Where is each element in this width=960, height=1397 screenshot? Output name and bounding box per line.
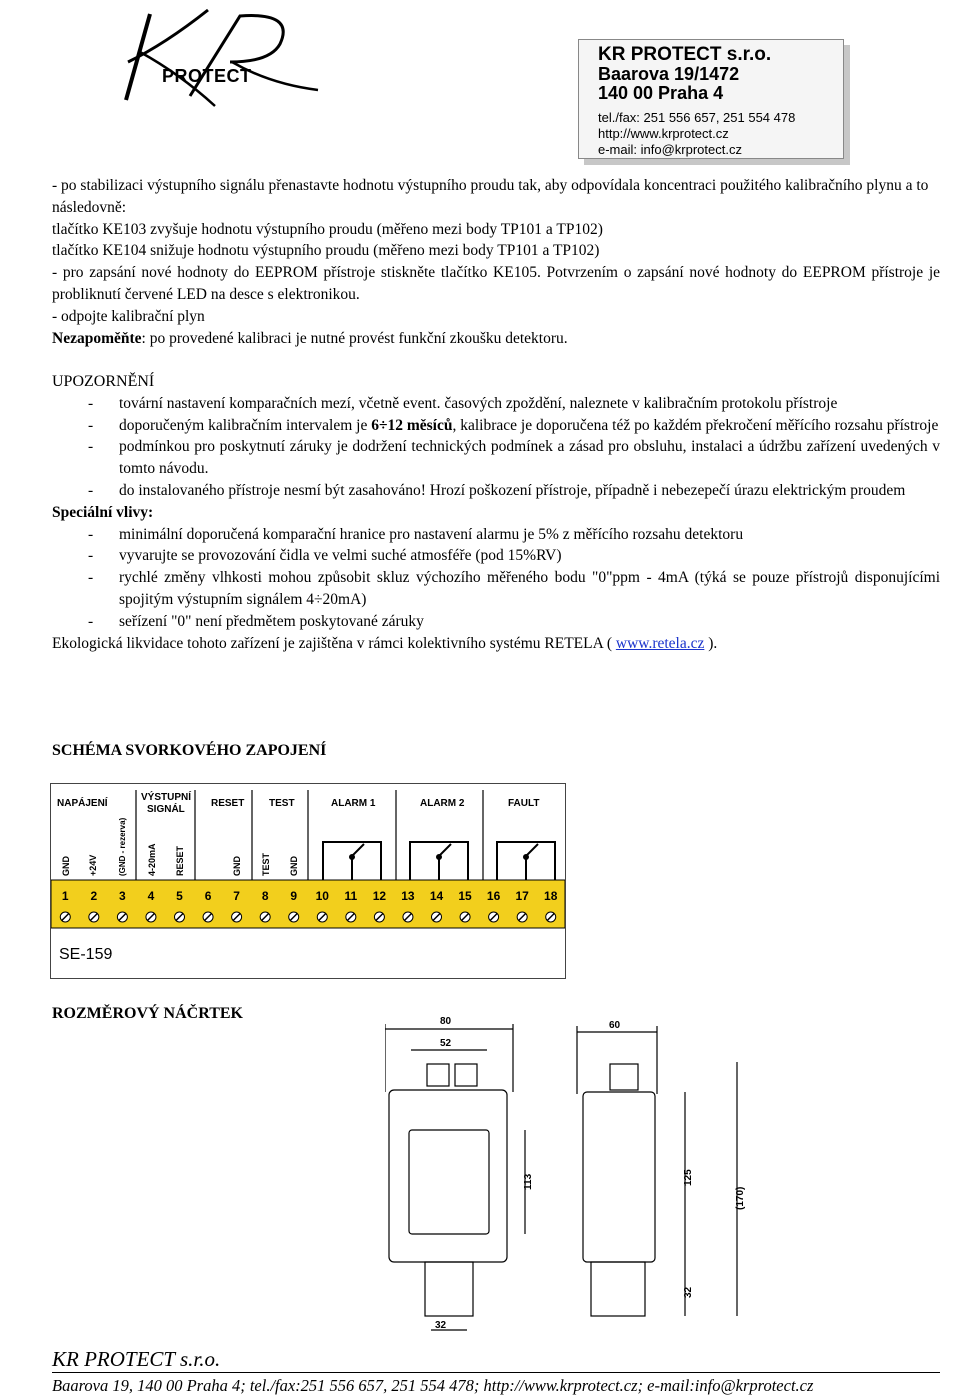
list-item-text: seřízení "0" není předmětem poskytované záruky — [119, 612, 424, 630]
retela-link[interactable]: www.retela.cz — [615, 634, 705, 652]
terminal-number: 6 — [204, 889, 212, 903]
group-label: SIGNÁL — [147, 804, 185, 815]
svg-text:GND: GND — [232, 856, 242, 876]
list-item-text: minimální doporučená komparační hranice pro nastavení alarmu je 5% z měřícího rozsahu detektoru — [119, 525, 744, 543]
dim-front-height: 113 — [523, 1173, 534, 1190]
warnings-section — [52, 371, 940, 654]
company-email: e-mail: info@krprotect.cz — [598, 142, 742, 157]
company-contact-box — [578, 39, 844, 159]
terminal-number: 13 — [401, 889, 415, 903]
footer-divider — [52, 1372, 940, 1373]
group-label: NAPÁJENÍ — [57, 798, 108, 809]
terminal-number: 4 — [147, 889, 155, 903]
dimension-drawing — [385, 1012, 765, 1344]
special-title: Speciální vlivy: — [52, 503, 154, 521]
company-name: KR PROTECT s.r.o. — [598, 44, 772, 65]
svg-text:+24V: +24V — [88, 854, 98, 876]
list-item-text: tovární nastavení komparačních mezí, včetně event. časových zpoždění, naleznete v kalibračním protokolu přístroje — [119, 394, 838, 412]
terminal-number: 5 — [176, 889, 183, 903]
terminal-number: 7 — [233, 889, 240, 903]
svg-text:RESET: RESET — [175, 845, 185, 876]
list-item-text: vyvarujte se provozování čidla ve velmi suché atmosféře (pod 15%RV) — [119, 547, 562, 565]
dim-side-height-bottom: 32 — [683, 1286, 694, 1298]
calibration-step: - pro zapsání nové hodnoty do EEPROM přístroje stiskněte tlačítko KE105. Potvrzením o zapsání nové hodnoty do EEPROM přístroje je probliknutí červené LED na desce s elektronikou. — [52, 264, 940, 303]
dim-side-height-body: 125 — [683, 1169, 694, 1186]
wiring-diagram — [50, 783, 566, 979]
calibration-warning — [52, 328, 940, 350]
list-item: - minimální doporučená komparační hranice pro nastavení alarmu je 5% z měřícího rozsahu detektoru — [52, 524, 940, 546]
svg-text:(GND - rezerva): (GND - rezerva) — [118, 817, 127, 876]
warning-label: Nezapoměňte — [52, 329, 142, 347]
dim-front-diameter: 32 — [435, 1320, 447, 1331]
warnings-title: UPOZORNĚNÍ — [52, 373, 155, 390]
model-label: SE-159 — [59, 946, 113, 963]
terminal-number: 14 — [429, 889, 444, 903]
kr-logo-icon — [120, 4, 340, 114]
footer-address: Baarova 19, 140 00 Praha 4; tel./fax:251 556 657, 251 554 478; http://www.krprotect.cz; e-mail:info@krprotect.cz — [52, 1376, 814, 1395]
list-item: - do instalovaného přístroje nesmí být zasahováno! Hrozí poškození přístroje, případně i nebezepečí úrazu elektrickým proudem — [52, 480, 940, 502]
list-item-text: rychlé změny vlhkosti mohou způsobit skluz výchozího měřeného bodu "0"ppm - 4mA (týká se pouze přístrojů disponujícími spojitým výstupním signálem 4÷20mA) — [119, 569, 940, 608]
logo-word: PROTECT — [162, 66, 252, 86]
dim-side-width: 60 — [609, 1020, 621, 1031]
calibration-section — [52, 175, 940, 349]
terminal-number: 1 — [61, 889, 69, 903]
dim-side-height-total: (170) — [735, 1186, 746, 1210]
group-label: RESET — [211, 798, 245, 809]
list-item: - rychlé změny vlhkosti mohou způsobit skluz výchozího měřeného bodu "0"ppm - 4mA (týká se pouze přístrojů disponujícími spojitým výstupním signálem 4÷20mA) — [52, 567, 940, 611]
terminal-number: 11 — [344, 889, 358, 903]
company-phone: tel./fax: 251 556 657, 251 554 478 — [598, 110, 796, 125]
dim-front-width-inner: 52 — [440, 1038, 452, 1049]
company-logo — [120, 4, 340, 114]
terminal-number: 10 — [315, 889, 329, 903]
terminal-number: 3 — [119, 889, 126, 903]
group-label: VÝSTUPNÍ — [141, 792, 192, 803]
footer-company-name: KR PROTECT s.r.o. — [52, 1347, 221, 1371]
calibration-step: - odpojte kalibrační plyn — [52, 307, 205, 325]
list-item-text: do instalovaného přístroje nesmí být zasahováno! Hrozí poškození přístroje, případně i nebezepečí úrazu elektrickým proudem — [119, 481, 906, 499]
svg-text:4-20mA: 4-20mA — [147, 843, 157, 876]
terminal-number: 8 — [261, 889, 269, 903]
group-label: ALARM 1 — [331, 798, 376, 809]
terminal-number: 2 — [90, 889, 98, 903]
calibration-step: tlačítko KE103 zvyšuje hodnotu výstupního proudu (měřeno mezi body TP101 a TP102) — [52, 220, 603, 238]
company-city: 140 00 Praha 4 — [598, 83, 724, 103]
wiring-title: SCHÉMA SVORKOVÉHO ZAPOJENÍ — [52, 742, 327, 759]
list-item: - vyvarujte se provozování čidla ve velmi suché atmosféře (pod 15%RV) — [52, 545, 940, 567]
terminal-number: 12 — [372, 889, 387, 903]
calibration-step: - po stabilizaci výstupního signálu přenastavte hodnotu výstupního proudu tak, aby odpovídala koncentraci použitého kalibračního plynu a to následovně: — [52, 177, 929, 216]
company-web: http://www.krprotect.cz — [598, 126, 729, 141]
list-item: - podmínkou pro poskytnutí záruky je dodržení technických podmínek a zásad pro obsluhu, instalaci a údržbu zařízení uvedených v tomto návodu. — [52, 436, 940, 480]
list-item-text: podmínkou pro poskytnutí záruky je dodržení technických podmínek a zásad pro obsluhu, instalaci a údržbu zařízení uvedených v tomto návodu. — [119, 438, 940, 478]
group-label: TEST — [269, 798, 295, 809]
group-label: FAULT — [508, 798, 540, 809]
calibration-step: tlačítko KE104 snižuje hodnotu výstupního proudu (měřeno mezi body TP101 a TP102) — [52, 242, 600, 260]
svg-text:GND: GND — [61, 856, 71, 876]
list-item: - seřízení "0" není předmětem poskytované záruky — [52, 611, 940, 633]
dimensions-title: ROZMĚROVÝ NÁČRTEK — [52, 1005, 243, 1022]
warning-text: : po provedené kalibraci je nutné provést funkční zkoušku detektoru. — [141, 329, 568, 347]
terminal-number: 9 — [290, 889, 298, 903]
list-item: - tovární nastavení komparačních mezí, včetně event. časových zpoždění, naleznete v kalibračním protokolu přístroje — [52, 393, 940, 415]
ecology-note: Ekologická likvidace tohoto zařízení je zajištěna v rámci kolektivního systému RETELA ( www.retela.cz ). — [52, 634, 718, 652]
terminal-number: 17 — [515, 889, 529, 903]
dim-front-width-outer: 80 — [440, 1016, 452, 1027]
terminal-number: 18 — [544, 889, 558, 903]
svg-text:GND: GND — [289, 856, 299, 876]
list-item: - doporučeným kalibračním intervalem je 6÷12 měsíců, kalibrace je doporučena též po každém překročení měřícího rozsahu přístroje — [52, 415, 940, 437]
terminal-number: 15 — [458, 889, 472, 903]
list-item-text: doporučeným kalibračním intervalem je 6÷12 měsíců, kalibrace je doporučena též po každém překročení měřícího rozsahu přístroje — [119, 416, 939, 434]
terminal-number: 16 — [486, 889, 501, 903]
group-label: ALARM 2 — [420, 798, 465, 809]
company-street: Baarova 19/1472 — [598, 64, 740, 84]
svg-text:TEST: TEST — [261, 852, 271, 876]
